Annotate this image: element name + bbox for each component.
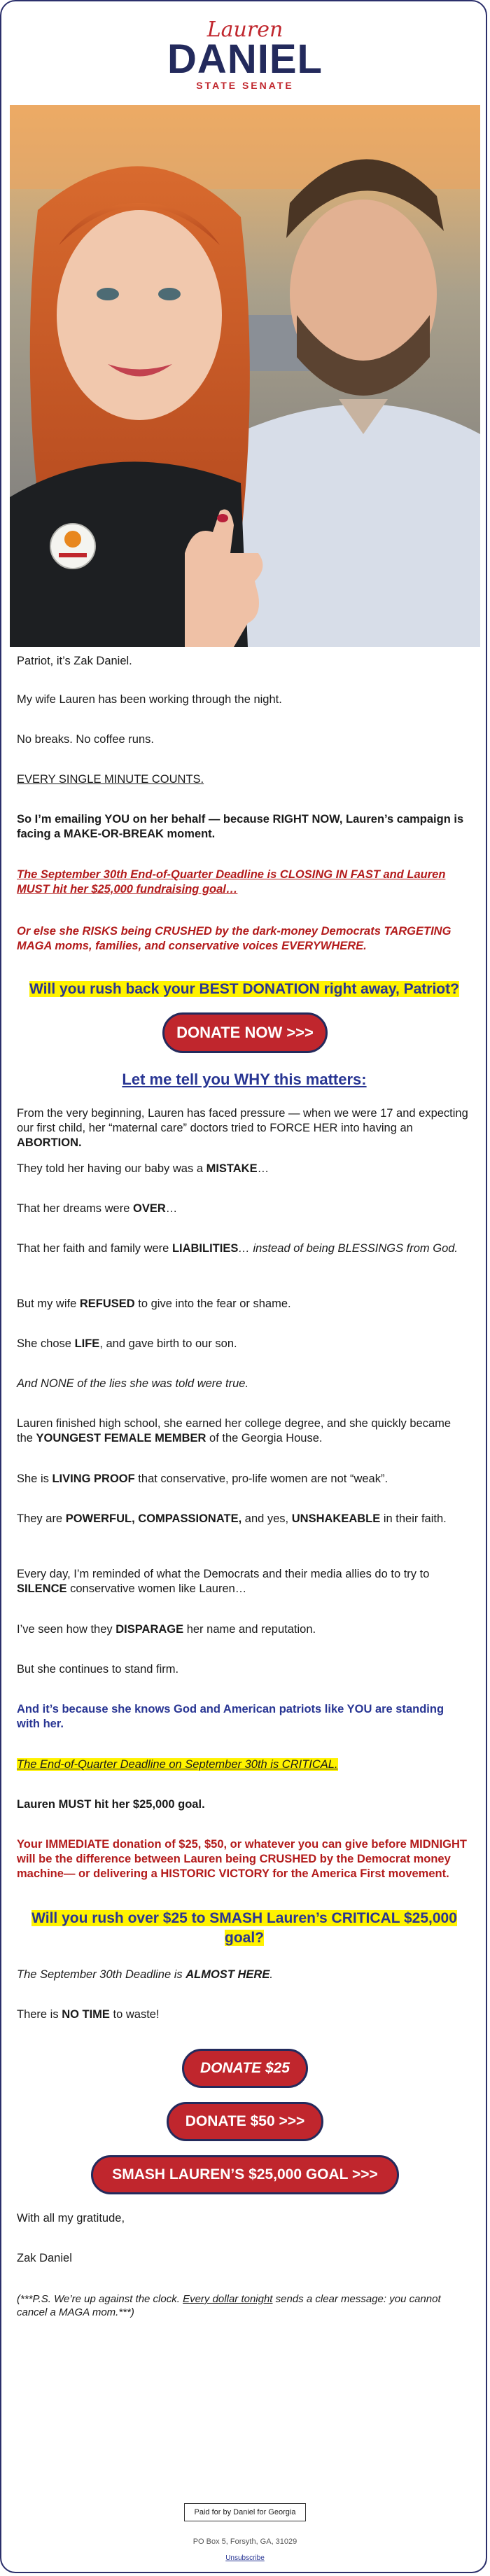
paragraph: They are POWERFUL, COMPASSIONATE, and yes, UNSHAKEABLE in their faith. — [17, 1512, 447, 1525]
donation-ask-text: Will you rush back your BEST DONATION right away, Patriot? — [29, 981, 459, 997]
donation-ask — [17, 980, 472, 998]
paragraph: I’ve seen how they DISPARAGE her name and reputation. — [17, 1623, 316, 1636]
why-heading: Let me tell you WHY this matters: — [122, 1071, 367, 1088]
paragraph: The September 30th Deadline is ALMOST HERE. — [17, 1968, 273, 1981]
paragraph: My wife Lauren has been working through the night. — [17, 693, 282, 706]
paragraph: They told her having our baby was a MISTAKE… — [17, 1162, 270, 1175]
paragraph: No breaks. No coffee runs. — [17, 733, 154, 746]
paragraph: Lauren finished high school, she earned her college degree, and she quickly became the YOUNGEST FEMALE MEMBER of the Georgia House. — [17, 1417, 451, 1444]
paragraph: EVERY SINGLE MINUTE COUNTS. — [17, 773, 204, 786]
footer — [1, 2503, 487, 2521]
paragraph: Or else she RISKS being CRUSHED by the dark-money Democrats TARGETING MAGA moms, families, and conservative voices EVERYWHERE. — [17, 925, 451, 952]
footer-address: PO Box 5, Forsyth, GA, 31029 — [192, 2537, 298, 2546]
paragraph: There is NO TIME to waste! — [17, 2008, 160, 2021]
paragraph: And it’s because she knows God and American patriots like YOU are standing with her. — [17, 1703, 444, 1730]
postscript: (***P.S. We’re up against the clock. Every dollar tonight sends a clear message: you cannot cancel a MAGA mom.***) — [17, 2293, 441, 2318]
paragraph: Every day, I’m reminded of what the Democrats and their media allies do to try to SILENCE conservative women like Lauren… — [17, 1568, 430, 1595]
logo-subtitle: STATE SENATE — [196, 80, 294, 91]
signoff: With all my gratitude, — [17, 2212, 125, 2225]
donation-ask — [17, 1909, 472, 1948]
logo-first-name: Lauren — [206, 18, 284, 42]
greeting: Patriot, it’s Zak Daniel. — [17, 655, 132, 667]
paragraph: Your IMMEDIATE donation of $25, $50, or whatever you can give before MIDNIGHT will be the difference between Lauren being CRUSHED by the Democrat money machine— or delivering a HISTORIC VICTORY for the America First movement. — [17, 1838, 467, 1880]
paragraph: That her faith and family were LIABILITIES… instead of being BLESSINGS from God. — [17, 1242, 458, 1255]
deadline-highlight: The End-of-Quarter Deadline on September 30th is CRITICAL. — [17, 1758, 338, 1771]
paragraph: So I’m emailing YOU on her behalf — because RIGHT NOW, Lauren’s campaign is facing a MAKE-OR-BREAK moment. — [17, 813, 464, 840]
footer-unsubscribe-row — [1, 2554, 487, 2562]
deadline-notice: The September 30th End-of-Quarter Deadline is CLOSING IN FAST and Lauren MUST hit her $25,000 fundraising goal… — [17, 868, 446, 896]
unsubscribe-link[interactable]: Unsubscribe — [225, 2554, 265, 2562]
paid-for-disclaimer: Paid for by Daniel for Georgia — [184, 2503, 307, 2521]
donate-now-button[interactable]: DONATE NOW >>> — [162, 1012, 328, 1053]
paragraph: She chose LIFE, and gave birth to our son. — [17, 1337, 237, 1350]
paragraph: And NONE of the lies she was told were true. — [17, 1377, 249, 1390]
smash-goal-button[interactable]: SMASH LAUREN’S $25,000 GOAL >>> — [91, 2155, 399, 2194]
donation-ask-text: Will you rush over $25 to SMASH Lauren’s CRITICAL $25,000 goal? — [31, 1910, 457, 1946]
paragraph: But my wife REFUSED to give into the fear or shame. — [17, 1297, 291, 1310]
paragraph: From the very beginning, Lauren has faced pressure — when we were 17 and expecting our first child, her “maternal care” doctors tried to FORCE HER into having an ABORTION. — [17, 1107, 468, 1149]
paragraph: Lauren MUST hit her $25,000 goal. — [17, 1798, 205, 1811]
paragraph: She is LIVING PROOF that conservative, pro-life women are not “weak”. — [17, 1473, 388, 1485]
logo-last-name: DANIEL — [167, 36, 323, 82]
candidate-photo — [10, 105, 480, 647]
paragraph: That her dreams were OVER… — [17, 1202, 178, 1215]
campaign-logo — [1, 20, 487, 91]
signature: Zak Daniel — [17, 2252, 72, 2264]
donate-50-button[interactable]: DONATE $50 >>> — [167, 2102, 323, 2141]
donate-25-button[interactable]: DONATE $25 — [182, 2049, 308, 2088]
paragraph: But she continues to stand firm. — [17, 1663, 179, 1676]
